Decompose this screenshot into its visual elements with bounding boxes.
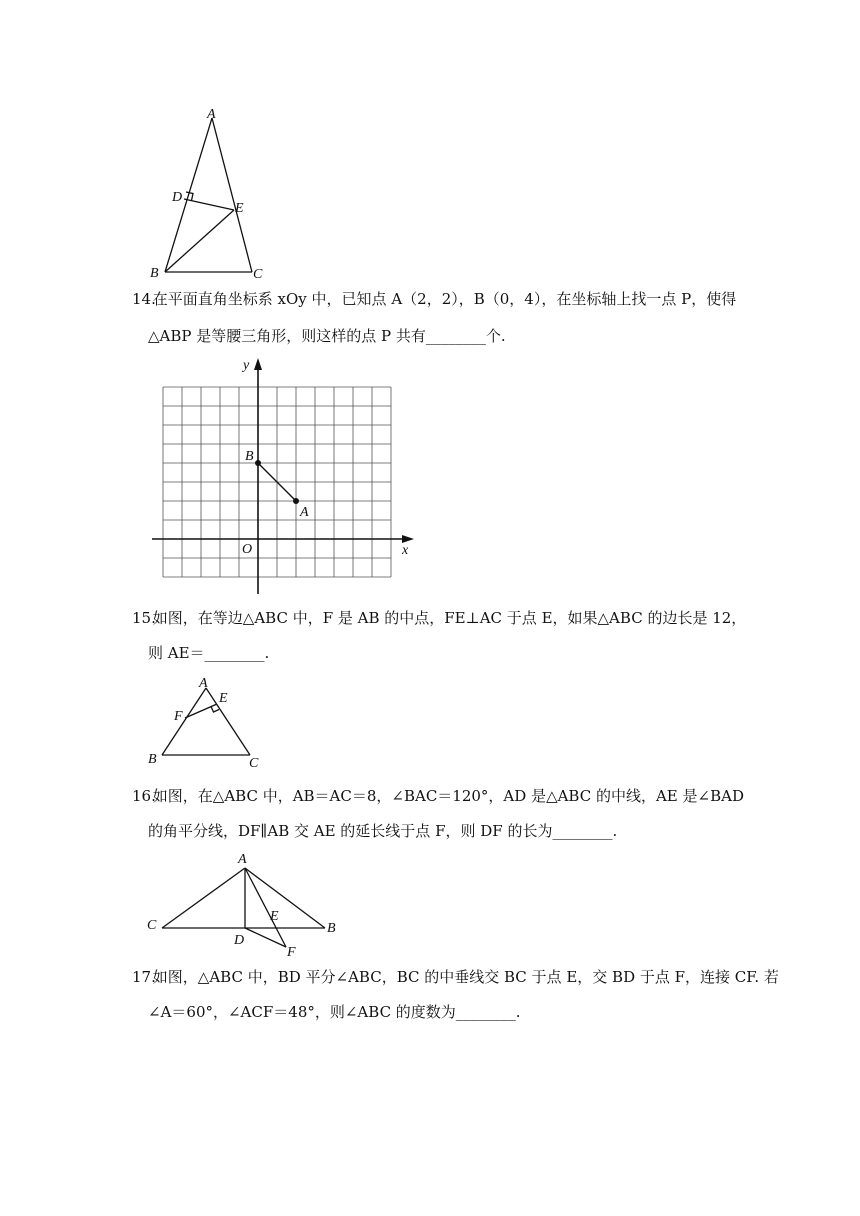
x-axis-arrow bbox=[402, 535, 414, 543]
label-C: C bbox=[249, 756, 259, 771]
label-B: B bbox=[148, 752, 157, 767]
label-A: A bbox=[300, 505, 309, 520]
q15-text-1: 如图，在等边△ABC 中，F 是 AB 的中点，FE⊥AC 于点 E，如果△ABC 的边长是 12， bbox=[152, 609, 747, 627]
point-B bbox=[255, 460, 261, 466]
label-B: B bbox=[245, 449, 254, 464]
q16-line1 bbox=[132, 786, 744, 806]
label-A: A bbox=[207, 107, 216, 122]
label-B: B bbox=[150, 266, 159, 281]
y-axis-arrow bbox=[254, 358, 262, 370]
q16-line2 bbox=[148, 821, 617, 841]
label-y: y bbox=[243, 358, 250, 373]
label-F: F bbox=[287, 945, 296, 958]
label-O: O bbox=[242, 542, 253, 557]
point-A bbox=[293, 498, 299, 504]
label-A: A bbox=[199, 676, 208, 691]
q16-number: 16. bbox=[132, 787, 156, 805]
label-B: B bbox=[327, 921, 336, 936]
q14-line2 bbox=[148, 326, 506, 346]
q17-text-2: ∠A＝60°，∠ACF＝48°，则∠ABC 的度数为________. bbox=[148, 1003, 521, 1021]
figure-13-triangle bbox=[140, 104, 280, 284]
q15-line2 bbox=[148, 643, 269, 663]
label-D: D bbox=[234, 933, 245, 948]
q16-text-1: 如图，在△ABC 中，AB＝AC＝8，∠BAC＝120°，AD 是△ABC 的中线，AE 是∠BAD bbox=[152, 787, 744, 805]
q15-text-2: 则 AE＝________. bbox=[148, 644, 270, 662]
label-C: C bbox=[253, 267, 263, 282]
q17-number: 17. bbox=[132, 968, 156, 986]
figure-14-coordinate-grid bbox=[140, 352, 430, 602]
figure-15-equilateral-triangle bbox=[140, 672, 280, 772]
label-E: E bbox=[219, 691, 228, 706]
label-C: C bbox=[147, 918, 157, 933]
q16-text-2: 的角平分线，DF∥AB 交 AE 的延长线于点 F，则 DF 的长为________. bbox=[148, 822, 618, 840]
q14-number: 14. bbox=[132, 290, 156, 308]
label-x: x bbox=[402, 543, 409, 558]
label-D: D bbox=[172, 190, 183, 205]
label-E: E bbox=[235, 201, 244, 216]
q14-text-2: △ABP 是等腰三角形，则这样的点 P 共有________个. bbox=[148, 327, 506, 345]
q14-text-1: 在平面直角坐标系 xOy 中，已知点 A（2，2），B（0，4），在坐标轴上找一点 P，使得 bbox=[152, 290, 737, 308]
q15-line1 bbox=[132, 608, 746, 628]
figure-16-triangle bbox=[140, 848, 350, 958]
label-E: E bbox=[270, 909, 279, 924]
label-F: F bbox=[174, 709, 183, 724]
q14-line1 bbox=[132, 289, 736, 309]
q15-number: 15. bbox=[132, 609, 156, 627]
label-A: A bbox=[238, 852, 247, 867]
q17-line1 bbox=[132, 967, 779, 987]
q17-line2 bbox=[148, 1002, 521, 1022]
q17-text-1: 如图，△ABC 中，BD 平分∠ABC，BC 的中垂线交 BC 于点 E，交 BD 于点 F，连接 CF. 若 bbox=[152, 968, 779, 986]
